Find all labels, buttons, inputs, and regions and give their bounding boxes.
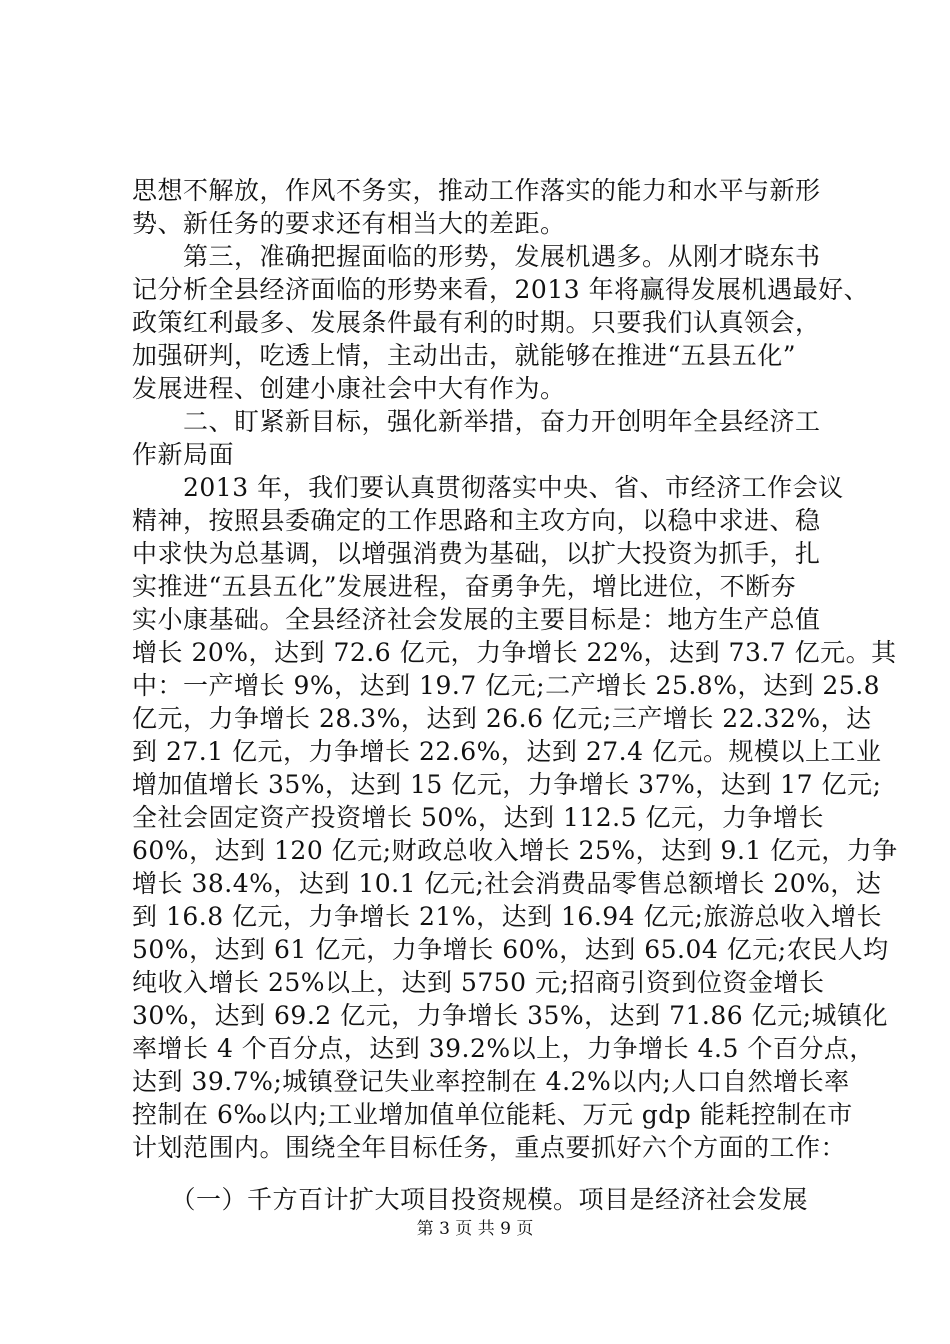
body-text-line: 增长 20%，达到 72.6 亿元，力争增长 22%，达到 73.7 亿元。其: [132, 638, 897, 667]
body-text-line: 加强研判，吃透上情，主动出击，就能够在推进“五县五化”: [132, 341, 797, 370]
body-text-line: 发展进程、创建小康社会中大有作为。: [132, 374, 566, 403]
body-text-line: 增长 38.4%，达到 10.1 亿元;社会消费品零售总额增长 20%，达: [132, 869, 882, 898]
body-text-line: 实推进“五县五化”发展进程，奋勇争先，增比进位，不断夯: [132, 572, 797, 601]
body-text-line: 30%，达到 69.2 亿元，力争增长 35%，达到 71.86 亿元;城镇化: [132, 1001, 889, 1030]
body-text-line: 势、新任务的要求还有相当大的差距。: [132, 209, 566, 238]
body-text-line: 率增长 4 个百分点，达到 39.2%以上，力争增长 4.5 个百分点，: [132, 1034, 875, 1063]
body-text-line: 第三，准确把握面临的形势，发展机遇多。从刚才晓东书: [132, 242, 821, 271]
body-text-line: 控制在 6‰以内;工业增加值单位能耗、万元 gdp 能耗控制在市: [132, 1100, 853, 1129]
body-text-line: 中：一产增长 9%，达到 19.7 亿元;二产增长 25.8%，达到 25.8: [132, 671, 881, 700]
body-text-line: 实小康基础。全县经济社会发展的主要目标是：地方生产总值: [132, 605, 821, 634]
body-text-line: 中求快为总基调，以增强消费为基础，以扩大投资为抓手，扎: [132, 539, 821, 568]
body-text-line: 全社会固定资产投资增长 50%，达到 112.5 亿元，力争增长: [132, 803, 824, 832]
section-heading-line: 作新局面: [132, 440, 235, 469]
body-text-line: 计划范围内。围绕全年目标任务，重点要抓好六个方面的工作：: [132, 1133, 847, 1162]
body-text-line: 记分析全县经济面临的形势来看，2013 年将赢得发展机遇最好、: [132, 275, 870, 304]
body-text-line: 达到 39.7%;城镇登记失业率控制在 4.2%以内;人口自然增长率: [132, 1067, 850, 1096]
body-text-line: 到 16.8 亿元，力争增长 21%，达到 16.94 亿元;旅游总收入增长: [132, 902, 882, 931]
body-text-line: 亿元，力争增长 28.3%，达到 26.6 亿元;三产增长 22.32%，达: [132, 704, 872, 733]
section-heading-line: 二、盯紧新目标，强化新举措，奋力开创明年全县经济工: [132, 407, 821, 436]
body-text-line: 思想不解放，作风不务实，推动工作落实的能力和水平与新形: [132, 176, 821, 205]
body-text-line: 60%，达到 120 亿元;财政总收入增长 25%，达到 9.1 亿元，力争: [132, 836, 898, 865]
body-text-line: 纯收入增长 25%以上，达到 5750 元;招商引资到位资金增长: [132, 968, 825, 997]
body-text-line: 增加值增长 35%，达到 15 亿元，力争增长 37%，达到 17 亿元;: [132, 770, 882, 799]
page-footer: 第 3 页 共 9 页: [416, 1219, 534, 1239]
subsection-heading-line: （一）千方百计扩大项目投资规模。项目是经济社会发展: [132, 1185, 809, 1214]
body-text-line: 50%，达到 61 亿元，力争增长 60%，达到 65.04 亿元;农民人均: [132, 935, 889, 964]
body-text-line: 到 27.1 亿元，力争增长 22.6%，达到 27.4 亿元。规模以上工业: [132, 737, 882, 766]
body-text-line: 2013 年，我们要认真贯彻落实中央、省、市经济工作会议: [132, 473, 844, 502]
body-text-line: 政策红利最多、发展条件最有利的时期。只要我们认真领会，: [132, 308, 821, 337]
body-text-line: 精神，按照县委确定的工作思路和主攻方向，以稳中求进、稳: [132, 506, 821, 535]
